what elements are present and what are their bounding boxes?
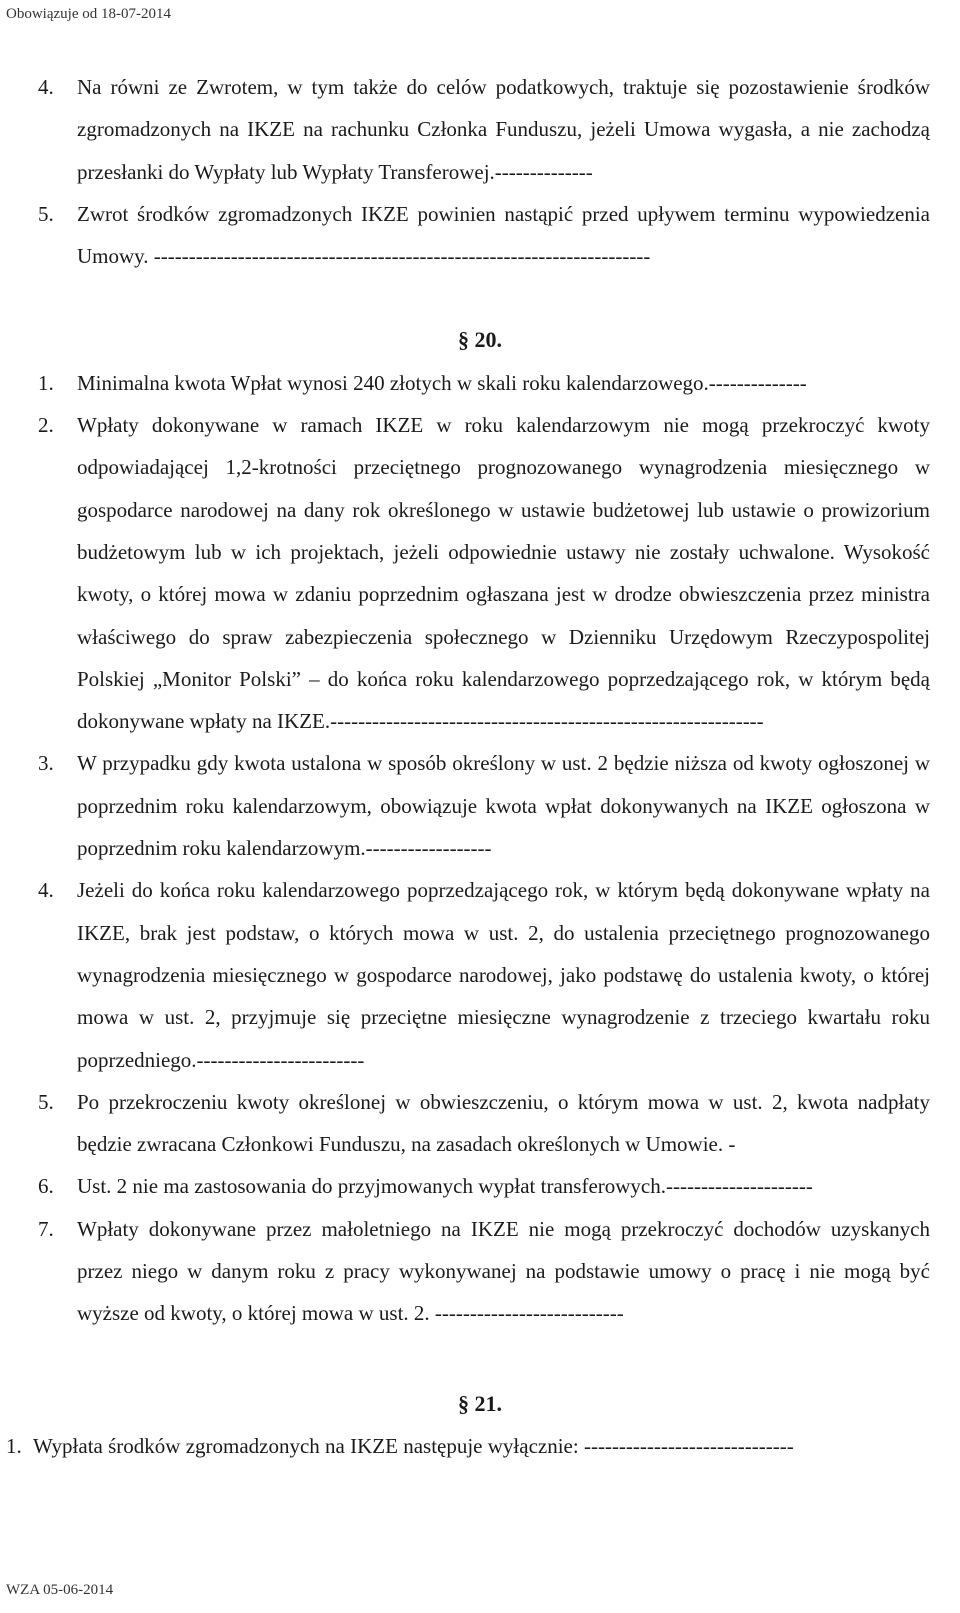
item-text: Na równi ze Zwrotem, w tym także do celów podatkowych, traktuje się pozostawienie środków zgromadzonych na IKZE na rachunku Członka Funduszu, jeżeli Umowa wygasła, a nie zachodzą przesłanki do Wypłaty lub Wypłaty Transferowej.--------------: [77, 75, 930, 184]
list-item: [0, 869, 960, 1080]
list-item: [0, 193, 960, 278]
list-item: [0, 404, 960, 742]
item-number: 5.: [38, 1089, 54, 1114]
list-item: [0, 742, 960, 869]
item-text: Wpłaty dokonywane w ramach IKZE w roku kalendarzowym nie mogą przekroczyć kwoty odpowiadającej 1,2-krotności przeciętnego prognozowanego wynagrodzenia miesięcznego w gospodarce narodowej na dany rok określonego w ustawie budżetowej lub ustawie o prowizorium budżetowym lub w ich projektach, jeżeli odpowiednie ustawy nie zostały uchwalone. Wysokość kwoty, o której mowa w zdaniu poprzednim ogłaszana jest w drodze obwieszczenia przez ministra właściwego do spraw zabezpieczenia społecznego w Dzienniku Urzędowym Rzeczypospolitej Polskiej „Monitor Polski” – do końca roku kalendarzowego poprzedzającego rok, w którym będą dokonywane wpłaty na IKZE.--------------------------------------------------------------: [77, 413, 930, 734]
item-number: 4.: [38, 878, 54, 903]
list-item: [0, 1165, 960, 1207]
list-item: [0, 362, 960, 404]
section-title-21: § 21.: [458, 1390, 502, 1416]
page-header-date: Obowiązuje od 18-07-2014: [6, 6, 171, 22]
item-number: 1.: [6, 1433, 22, 1458]
item-text: Wpłaty dokonywane przez małoletniego na IKZE nie mogą przekroczyć dochodów uzyskanych przez niego w danym roku z pracy wykonywanej na podstawie umowy o pracę i nie mogą być wyższe od kwoty, o której mowa w ust. 2. ---------------------------: [77, 1216, 930, 1326]
document-body: [0, 66, 960, 1467]
item-text: Jeżeli do końca roku kalendarzowego poprzedzającego rok, w którym będą dokonywane wpłaty na IKZE, brak jest podstaw, o których mowa w ust. 2, do ustalenia przeciętnego prognozowanego wynagrodzenia miesięcznego w gospodarce narodowej, jako podstawę do ustalenia kwoty, o której mowa w ust. 2, przyjmuje się przeciętne miesięczne wynagrodzenie z trzeciego kwartału roku poprzedniego.------------------------: [77, 878, 930, 1072]
list-item: [0, 1081, 960, 1166]
item-text: Zwrot środków zgromadzonych IKZE powinien nastąpić przed upływem terminu wypowiedzenia Umowy. -----------------------------------------------------------------------: [77, 201, 930, 269]
list-item: [0, 66, 960, 193]
page-footer-date: WZA 05-06-2014: [6, 1582, 114, 1598]
item-number: 3.: [38, 751, 54, 776]
item-text: Ust. 2 nie ma zastosowania do przyjmowanych wypłat transferowych.---------------------: [77, 1174, 813, 1199]
item-number: 5.: [38, 201, 54, 226]
item-number: 1.: [38, 370, 54, 395]
item-text: Wypłata środków zgromadzonych na IKZE następuje wyłącznie: ------------------------------: [33, 1433, 794, 1458]
item-text: Po przekroczeniu kwoty określonej w obwieszczeniu, o którym mowa w ust. 2, kwota nadpłaty będzie zwracana Członkowi Funduszu, na zasadach określonych w Umowie. -: [77, 1089, 930, 1157]
list-item: [0, 1208, 960, 1335]
item-number: 2.: [38, 413, 54, 438]
list-item: [0, 1425, 960, 1467]
item-text: W przypadku gdy kwota ustalona w sposób określony w ust. 2 będzie niższa od kwoty ogłoszonej w poprzednim roku kalendarzowym, obowiązuje kwota wpłat dokonywanych na IKZE ogłoszona w poprzednim roku kalendarzowym.------------------: [77, 751, 930, 861]
item-number: 7.: [38, 1216, 54, 1241]
item-number: 6.: [38, 1174, 54, 1199]
item-text: Minimalna kwota Wpłat wynosi 240 złotych w skali roku kalendarzowego.--------------: [77, 370, 807, 395]
item-number: 4.: [38, 75, 54, 99]
section-title-20: § 20.: [458, 327, 502, 353]
